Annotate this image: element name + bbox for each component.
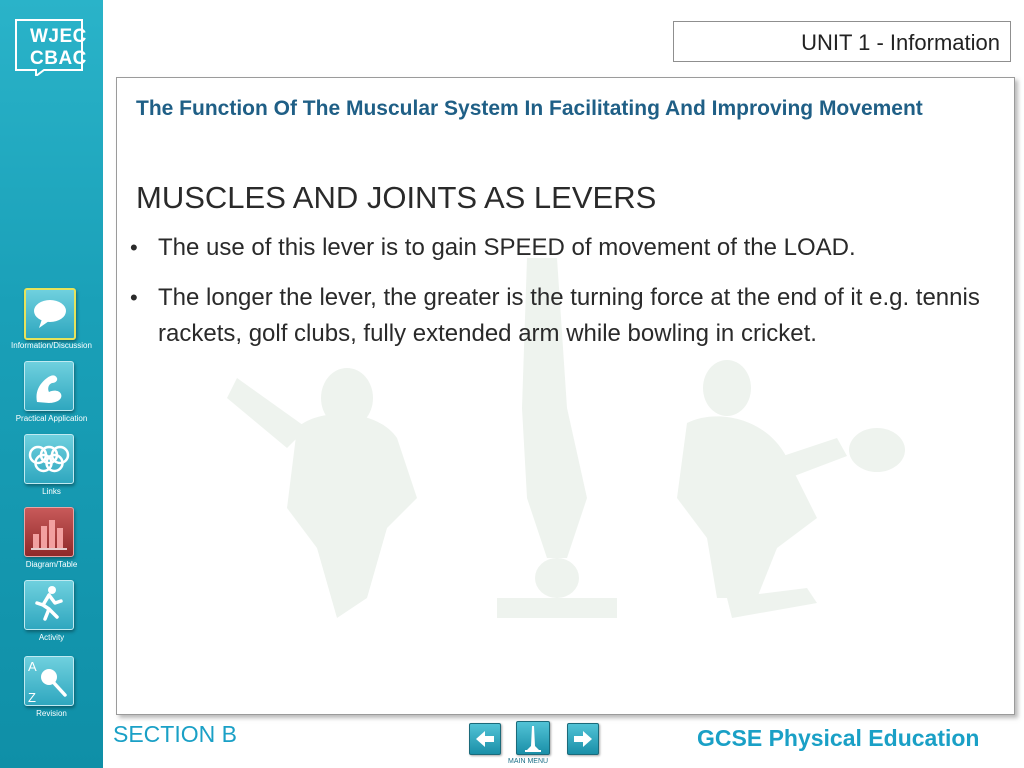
flexed-arm-icon <box>24 361 74 411</box>
bullet-item: • The use of this lever is to gain SPEED of movement of the LOAD. <box>128 230 988 266</box>
content-panel <box>116 77 1015 715</box>
section-label: SECTION B <box>113 721 237 747</box>
svg-text:Z: Z <box>28 690 36 705</box>
svg-text:A: A <box>28 659 37 674</box>
sidebar-item-label: Diagram/Table <box>25 560 78 569</box>
running-figure-icon <box>24 580 74 630</box>
main-menu-button[interactable] <box>516 721 550 755</box>
rings-icon <box>24 434 74 484</box>
speech-bubble-icon <box>24 288 76 340</box>
main-menu-figure-icon <box>517 722 549 754</box>
unit-header-box <box>673 21 1011 62</box>
course-title: GCSE Physical Education <box>697 725 980 751</box>
slide-heading: MUSCLES AND JOINTS AS LEVERS <box>136 180 657 215</box>
sidebar <box>0 0 103 768</box>
arrow-left-icon <box>470 724 500 754</box>
logo-line-1: WJEC <box>30 26 87 47</box>
topic-title: The Function Of The Muscular System In Facilitating And Improving Movement <box>136 97 923 120</box>
athletes-watermark-image <box>117 78 1014 714</box>
unit-header-text: UNIT 1 - Information <box>801 30 1000 55</box>
arrow-right-icon <box>568 724 598 754</box>
bullet-item: • The longer the lever, the greater is the turning force at the end of it e.g. tennis rackets, golf clubs, fully extended arm while bowling in cricket. <box>128 280 988 352</box>
main-menu-label: MAIN MENU <box>508 758 549 765</box>
sidebar-item-label: Activity <box>38 633 65 642</box>
sidebar-item-label: Practical Application <box>15 414 88 423</box>
bar-chart-icon <box>24 507 74 557</box>
previous-button[interactable] <box>469 723 501 755</box>
sidebar-item-label: Links <box>42 487 61 496</box>
logo-line-2: CBAC <box>30 48 87 69</box>
sidebar-item-label: Revision <box>36 709 67 718</box>
bullet-list <box>128 230 988 366</box>
next-button[interactable] <box>567 723 599 755</box>
sidebar-item-label: Information/Discussion <box>11 341 92 350</box>
wjec-cbac-logo[interactable] <box>14 18 88 76</box>
magnifier-icon <box>24 656 74 706</box>
